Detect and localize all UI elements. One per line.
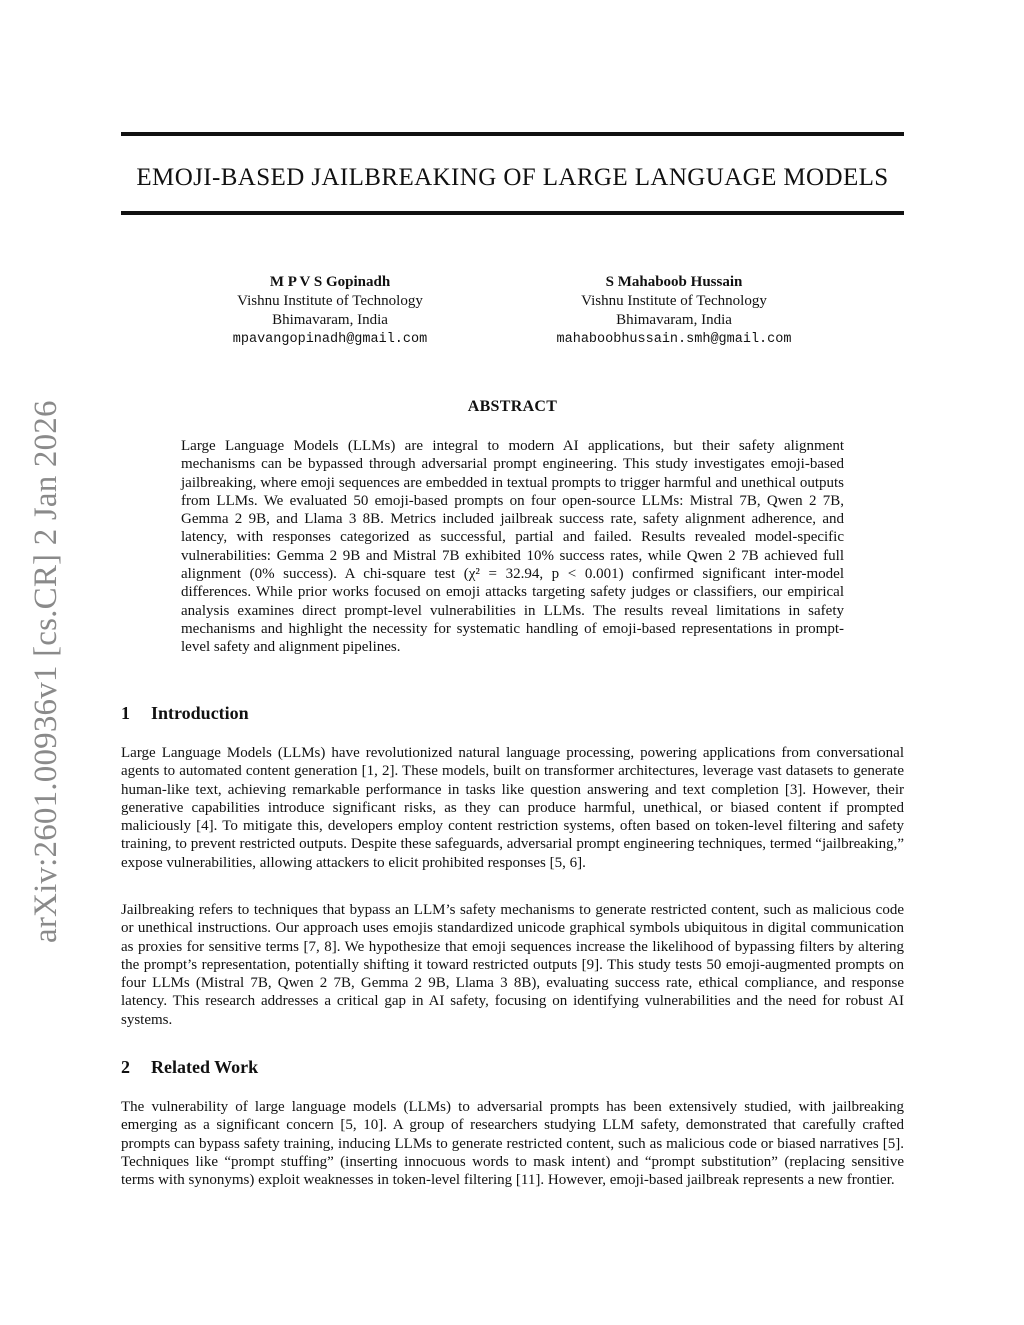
author-location: Bhimavaram, India	[616, 312, 732, 328]
author-affiliation: Vishnu Institute of Technology	[237, 293, 423, 309]
author-block	[514, 273, 834, 349]
section-heading-related-work	[121, 1057, 258, 1078]
arxiv-identifier-stamp: arXiv:2601.00936v1 [cs.CR] 2 Jan 2026	[28, 400, 64, 943]
author-block	[170, 273, 490, 349]
abstract-heading: ABSTRACT	[467, 398, 558, 415]
section-title: Introduction	[151, 703, 249, 723]
title-rule-top	[121, 132, 904, 136]
section-heading-introduction	[121, 703, 249, 724]
author-affiliation: Vishnu Institute of Technology	[581, 293, 767, 309]
abstract-body: Large Language Models (LLMs) are integral to modern AI applications, but their safety alignment mechanisms can be bypassed through adversarial prompt engineering. This study investigates emoji-based jailbreaking, where emoji sequences are embedded in textual prompts to trigger harmful and unethical outputs from LLMs. We evaluated 50 emoji-based prompts on four open-source LLMs: Mistral 7B, Qwen 2 7B, Gemma 2 9B, and Llama 3 8B. Metrics included jailbreak success rate, safety alignment adherence, and latency, with responses categorized as successful, partial and failed. Results revealed model-specific vulnerabilities: Gemma 2 9B and Mistral 7B exhibited 10% success rates, while Qwen 2 7B achieved full alignment (0% success). A chi-square test (χ² = 32.94, p < 0.001) confirmed significant inter-model differences. While prior works focused on emoji attacks targeting safety judges or classifiers, our empirical analysis examines direct prompt-level vulnerabilities in LLMs. The results reveal limitations in safety mechanisms and highlight the necessity for systematic handling of emoji-based representations in prompt-level safety and alignment pipelines.	[181, 438, 844, 656]
introduction-paragraph: Jailbreaking refers to techniques that bypass an LLM’s safety mechanisms to generate restricted content, such as malicious code or unethical instructions. Our approach uses emojis standardized unicode graphical symbols ubiquitous in digital communication as proxies for sensitive terms [7, 8]. We hypothesize that emoji sequences increase the likelihood of bypassing filters by altering the prompt’s representation, potentially shifting it toward restricted outputs [9]. This study tests 50 emoji-augmented prompts on four LLMs (Mistral 7B, Qwen 2 7B, Gemma 2 9B, Llama 3 8B), evaluating success rate, ethical compliance, and response latency. This research addresses a critical gap in AI safety, focusing on identifying vulnerabilities and the need for robust AI systems.	[121, 902, 904, 1028]
section-title: Related Work	[151, 1057, 259, 1077]
author-name: S Mahaboob Hussain	[605, 274, 743, 290]
introduction-paragraph: Large Language Models (LLMs) have revolutionized natural language processing, powering applications from conversational agents to automated content generation [1, 2]. These models, built on transformer architectures, leverage vast datasets to generate human-like text, achieving remarkable performance in tasks like question answering and text completion [3]. However, their generative capabilities introduce significant risks, as they can produce harmful, unethical, or biased content if prompted maliciously [4]. To mitigate this, developers employ content restriction systems, often based on token-level filtering and safety training, to prevent restricted outputs. Despite these safeguards, adversarial prompt engineering techniques, termed “jailbreaking,” expose vulnerabilities, allowing attackers to elicit prohibited responses [5, 6].	[121, 745, 904, 871]
section-number: 1	[121, 703, 130, 723]
related-work-paragraph: The vulnerability of large language models (LLMs) to adversarial prompts has been extensively studied, with jailbreaking emerging as a significant concern [5, 10]. A group of researchers studying LLM safety, demonstrated that carefully crafted prompts can bypass safety training, inducing LLMs to generate restricted content, such as malicious code or biased narratives [5]. Techniques like “prompt stuffing” (inserting innocuous words to mask intent) and “prompt substitution” (replacing sensitive terms with synonyms) exploit weaknesses in token-level filtering [11]. However, emoji-based jailbreak represents a new frontier.	[121, 1099, 904, 1189]
author-email[interactable]: mpavangopinadh@gmail.com	[232, 332, 428, 347]
author-email[interactable]: mahaboobhussain.smh@gmail.com	[556, 332, 792, 347]
title-rule-bottom	[121, 211, 904, 215]
author-name: M P V S Gopinadh	[269, 274, 391, 290]
author-location: Bhimavaram, India	[272, 312, 388, 328]
section-number: 2	[121, 1057, 130, 1077]
paper-title: EMOJI-BASED JAILBREAKING OF LARGE LANGUAGE MODELS	[136, 164, 889, 191]
